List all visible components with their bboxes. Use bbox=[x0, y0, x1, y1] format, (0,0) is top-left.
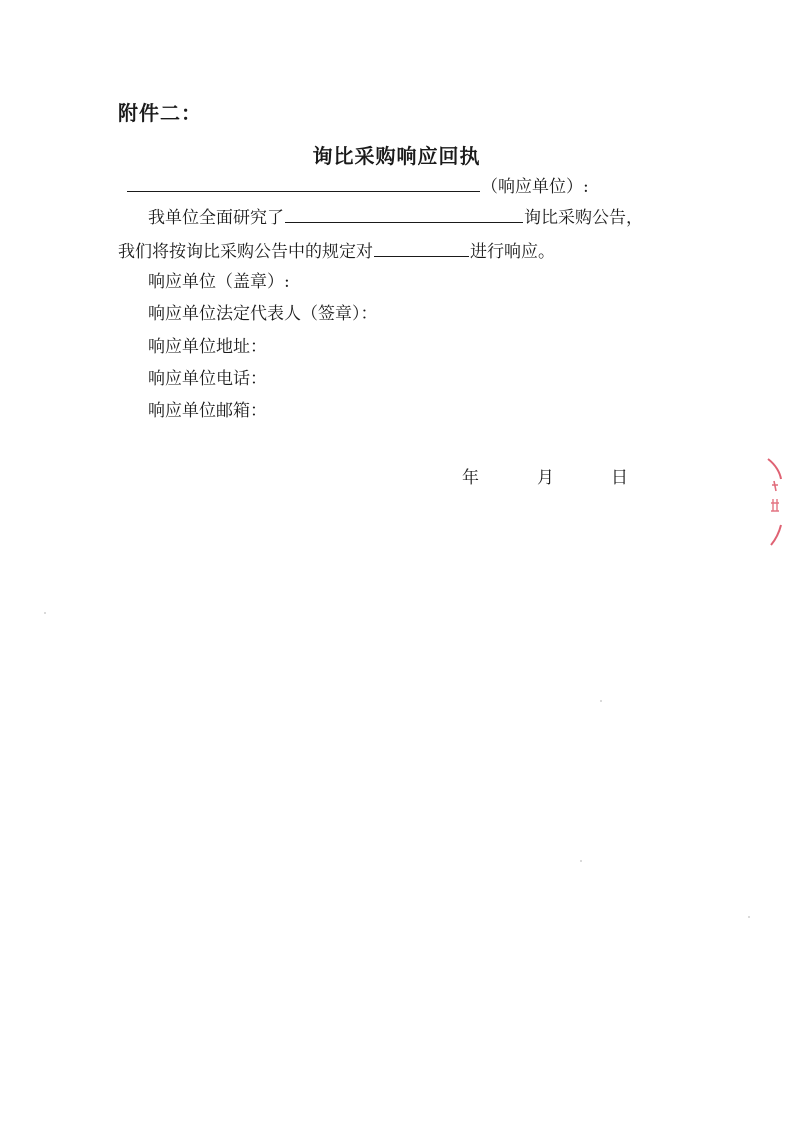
announcement-blank bbox=[285, 205, 523, 223]
body-line-1-prefix: 我单位全面研究了 bbox=[148, 208, 284, 228]
body-line-2 bbox=[118, 239, 555, 263]
document-title: 询比采购响应回执 bbox=[312, 144, 481, 168]
stamp-seal-edge bbox=[762, 455, 793, 550]
body-line-2-suffix: 进行响应。 bbox=[470, 242, 555, 262]
body-line-1-suffix: 询比采购公告， bbox=[524, 208, 643, 228]
scan-speck bbox=[748, 916, 750, 918]
date-day: 日 bbox=[611, 468, 628, 488]
field-email: 响应单位邮箱： bbox=[148, 401, 267, 421]
field-legal-representative: 响应单位法定代表人（签章）： bbox=[148, 304, 378, 324]
field-company-seal: 响应单位（盖章）: bbox=[148, 272, 290, 292]
scan-speck bbox=[580, 860, 582, 862]
addressee-suffix: （响应单位）: bbox=[481, 177, 589, 197]
scan-speck bbox=[44, 612, 46, 614]
date-year: 年 bbox=[462, 468, 479, 488]
scan-speck bbox=[600, 700, 602, 702]
body-line-1 bbox=[148, 205, 643, 229]
response-blank bbox=[374, 239, 469, 257]
field-phone: 响应单位电话： bbox=[148, 369, 267, 389]
field-address: 响应单位地址： bbox=[148, 337, 267, 357]
date-month: 月 bbox=[537, 468, 554, 488]
body-line-2-prefix: 我们将按询比采购公告中的规定对 bbox=[118, 242, 373, 262]
addressee-blank bbox=[127, 174, 480, 192]
attachment-label: 附件二： bbox=[118, 101, 202, 125]
addressee-line bbox=[126, 174, 589, 198]
